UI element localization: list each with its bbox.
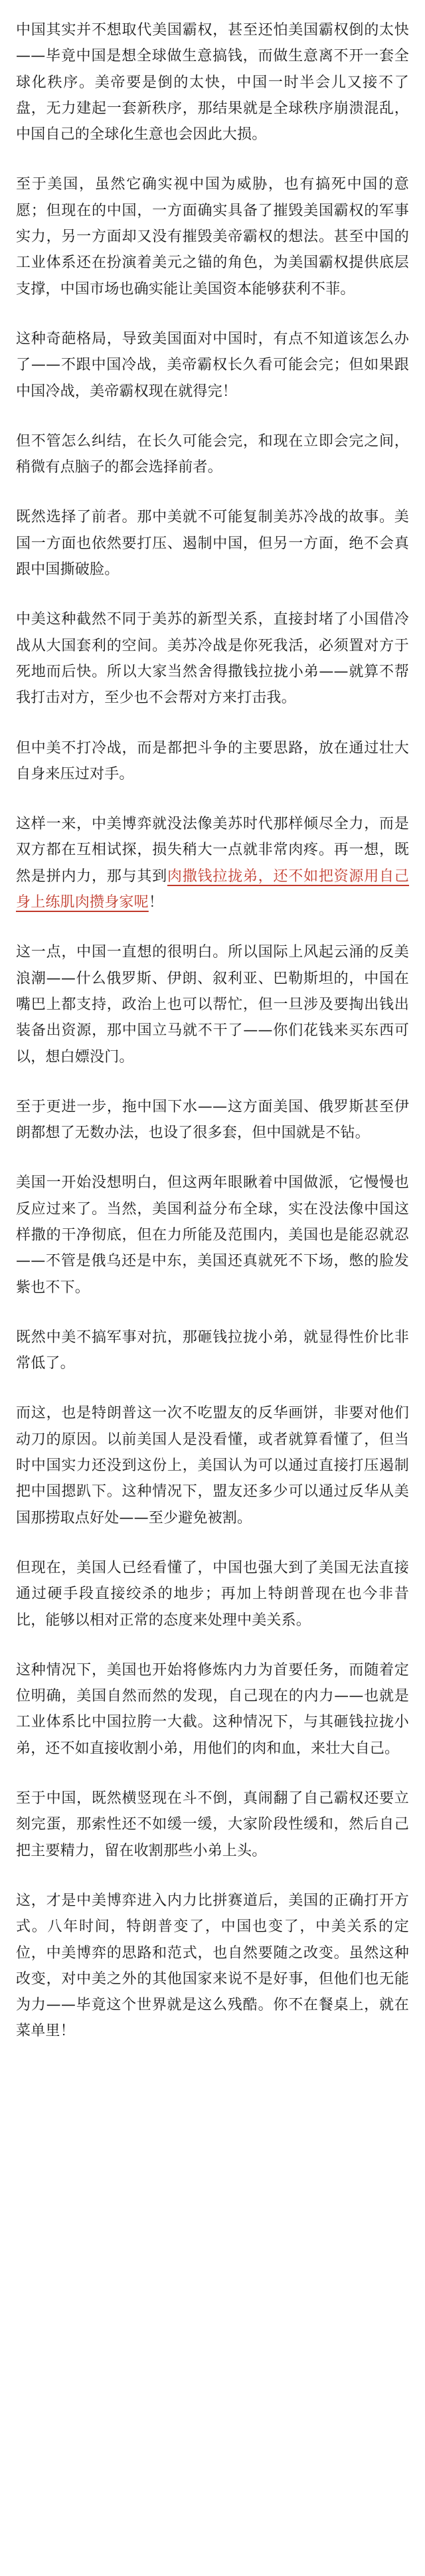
paragraph-6: 中美这种截然不同于美苏的新型关系，直接封堵了小国借冷战从大国套利的空间。美苏冷战是你死我活，必须置对方于死地而后快。所以大家当然舍得撒钱拉拢小弟——就算不帮我打击对方，至少也不会帮对方来打击我。 bbox=[16, 611, 409, 707]
paragraph-4: 但不管怎么纠结，在长久可能会完，和现在立即会完之间，稍微有点脑子的都会选择前者。 bbox=[16, 432, 409, 476]
paragraph-10: 至于更进一步，拖中国下水——这方面美国、俄罗斯甚至伊朗都想了无数办法，也设了很多套，但中国就是不钻。 bbox=[16, 1098, 409, 1142]
paragraph-1: 中国其实并不想取代美国霸权，甚至还怕美国霸权倒的太快——毕竟中国是想全球做生意搞钱，而做生意离不开一套全球化秩序。美帝要是倒的太快，中国一时半会儿又接不了盘，无力建起一套新秩序，那结果就是全球秩序崩溃混乱，中国自己的全球化生意也会因此大损。 bbox=[16, 22, 409, 143]
paragraph-8-end: ！ bbox=[148, 894, 164, 911]
paragraph-16: 至于中国，既然横竖现在斗不倒，真闹翻了自己霸权还要立刻完蛋，那索性还不如缓一缓，大家阶段性缓和，然后自己把主要精力，留在收割那些小弟上头。 bbox=[16, 1790, 409, 1859]
paragraph-12: 既然中美不搞军事对抗，那砸钱拉拢小弟，就显得性价比非常低了。 bbox=[16, 1329, 409, 1372]
paragraph-2: 至于美国，虽然它确实视中国为威胁，也有搞死中国的意愿；但现在的中国，一方面确实具备了摧毁美国霸权的军事实力，另一方面却又没有摧毁美帝霸权的想法。甚至中国的工业体系还在扮演着美元之锚的角色，为美国霸权提供底层支撑，中国市场也确实能让美国资本能够获利不菲。 bbox=[16, 176, 409, 298]
paragraph-3: 这种奇葩格局，导致美国面对中国时，有点不知道该怎么办了——不跟中国冷战，美帝霸权长久看可能会完；但如果跟中国冷战，美帝霸权现在就得完！ bbox=[16, 330, 409, 400]
highlighted-phrase: 肉撒钱拉拢弟，还不如把资源用自己身上练肌肉攒身家呢 bbox=[16, 868, 409, 911]
paragraph-11: 美国一开始没想明白，但这两年眼瞅着中国做派，它慢慢也反应过来了。当然，美国利益分布全球，实在没法像中国这样撒的干净彻底，但在力所能及范围内，美国也是能忍就忍——不管是俄乌还是中东，美国还真就死不下场，憋的脸发紫也不下。 bbox=[16, 1174, 409, 1296]
paragraph-15: 这种情况下，美国也开始将修炼内力为首要任务，而随着定位明确，美国自然而然的发现，自己现在的内力——也就是工业体系比中国拉胯一大截。这种情况下，与其砸钱拉拢小弟，还不如直接收割小弟，用他们的肉和血，来壮大自己。 bbox=[16, 1661, 409, 1757]
paragraph-14: 但现在，美国人已经看懂了，中国也强大到了美国无法直接通过硬手段直接绞杀的地步；再加上特朗普现在也今非昔比，能够以相对正常的态度来处理中美关系。 bbox=[16, 1559, 409, 1629]
paragraph-13: 而这，也是特朗普这一次不吃盟友的反华画饼，非要对他们动刀的原因。以前美国人是没看懂，或者就算看懂了，但当时中国实力还没到这份上，美国认为可以通过直接打压遏制把中国摁趴下。这种情况下，盟友还多少可以通过反华从美国那捞取点好处——至少避免被割。 bbox=[16, 1405, 409, 1526]
paragraph-17: 这，才是中美博弈进入内力比拼赛道后，美国的正确打开方式。八年时间，特朗普变了，中国也变了，中美关系的定位，中美博弈的思路和范式，也自然要随之改变。虽然这种改变，对中美之外的其他国家来说不是好事，但他们也无能为力——毕竟这个世界就是这么残酷。你不在餐桌上，就在菜单里！ bbox=[16, 1892, 409, 2040]
paragraph-8-text: 这样一来，中美博弈就没法像美苏时代那样倾尽全力，而是双方都在互相试探，损失稍大一点就非常肉疼。再一想，既然是拼内力，那与其到 bbox=[16, 816, 409, 885]
paragraph-7: 但中美不打冷战，而是都把斗争的主要思路，放在通过壮大自身来压过对手。 bbox=[16, 739, 409, 782]
paragraph-9: 这一点，中国一直想的很明白。所以国际上风起云涌的反美浪潮——什么俄罗斯、伊朗、叙利亚、巴勒斯坦的，中国在嘴巴上都支持，政治上也可以帮忙，但一旦涉及要掏出钱出装备出资源，那中国立马就不干了——你们花钱来买东西可以，想白嫖没门。 bbox=[16, 944, 409, 1065]
paragraph-8 bbox=[16, 811, 409, 915]
paragraph-5: 既然选择了前者。那中美就不可能复制美苏冷战的故事。美国一方面也依然要打压、遏制中国，但另一方面，绝不会真跟中国撕破脸。 bbox=[16, 509, 409, 579]
